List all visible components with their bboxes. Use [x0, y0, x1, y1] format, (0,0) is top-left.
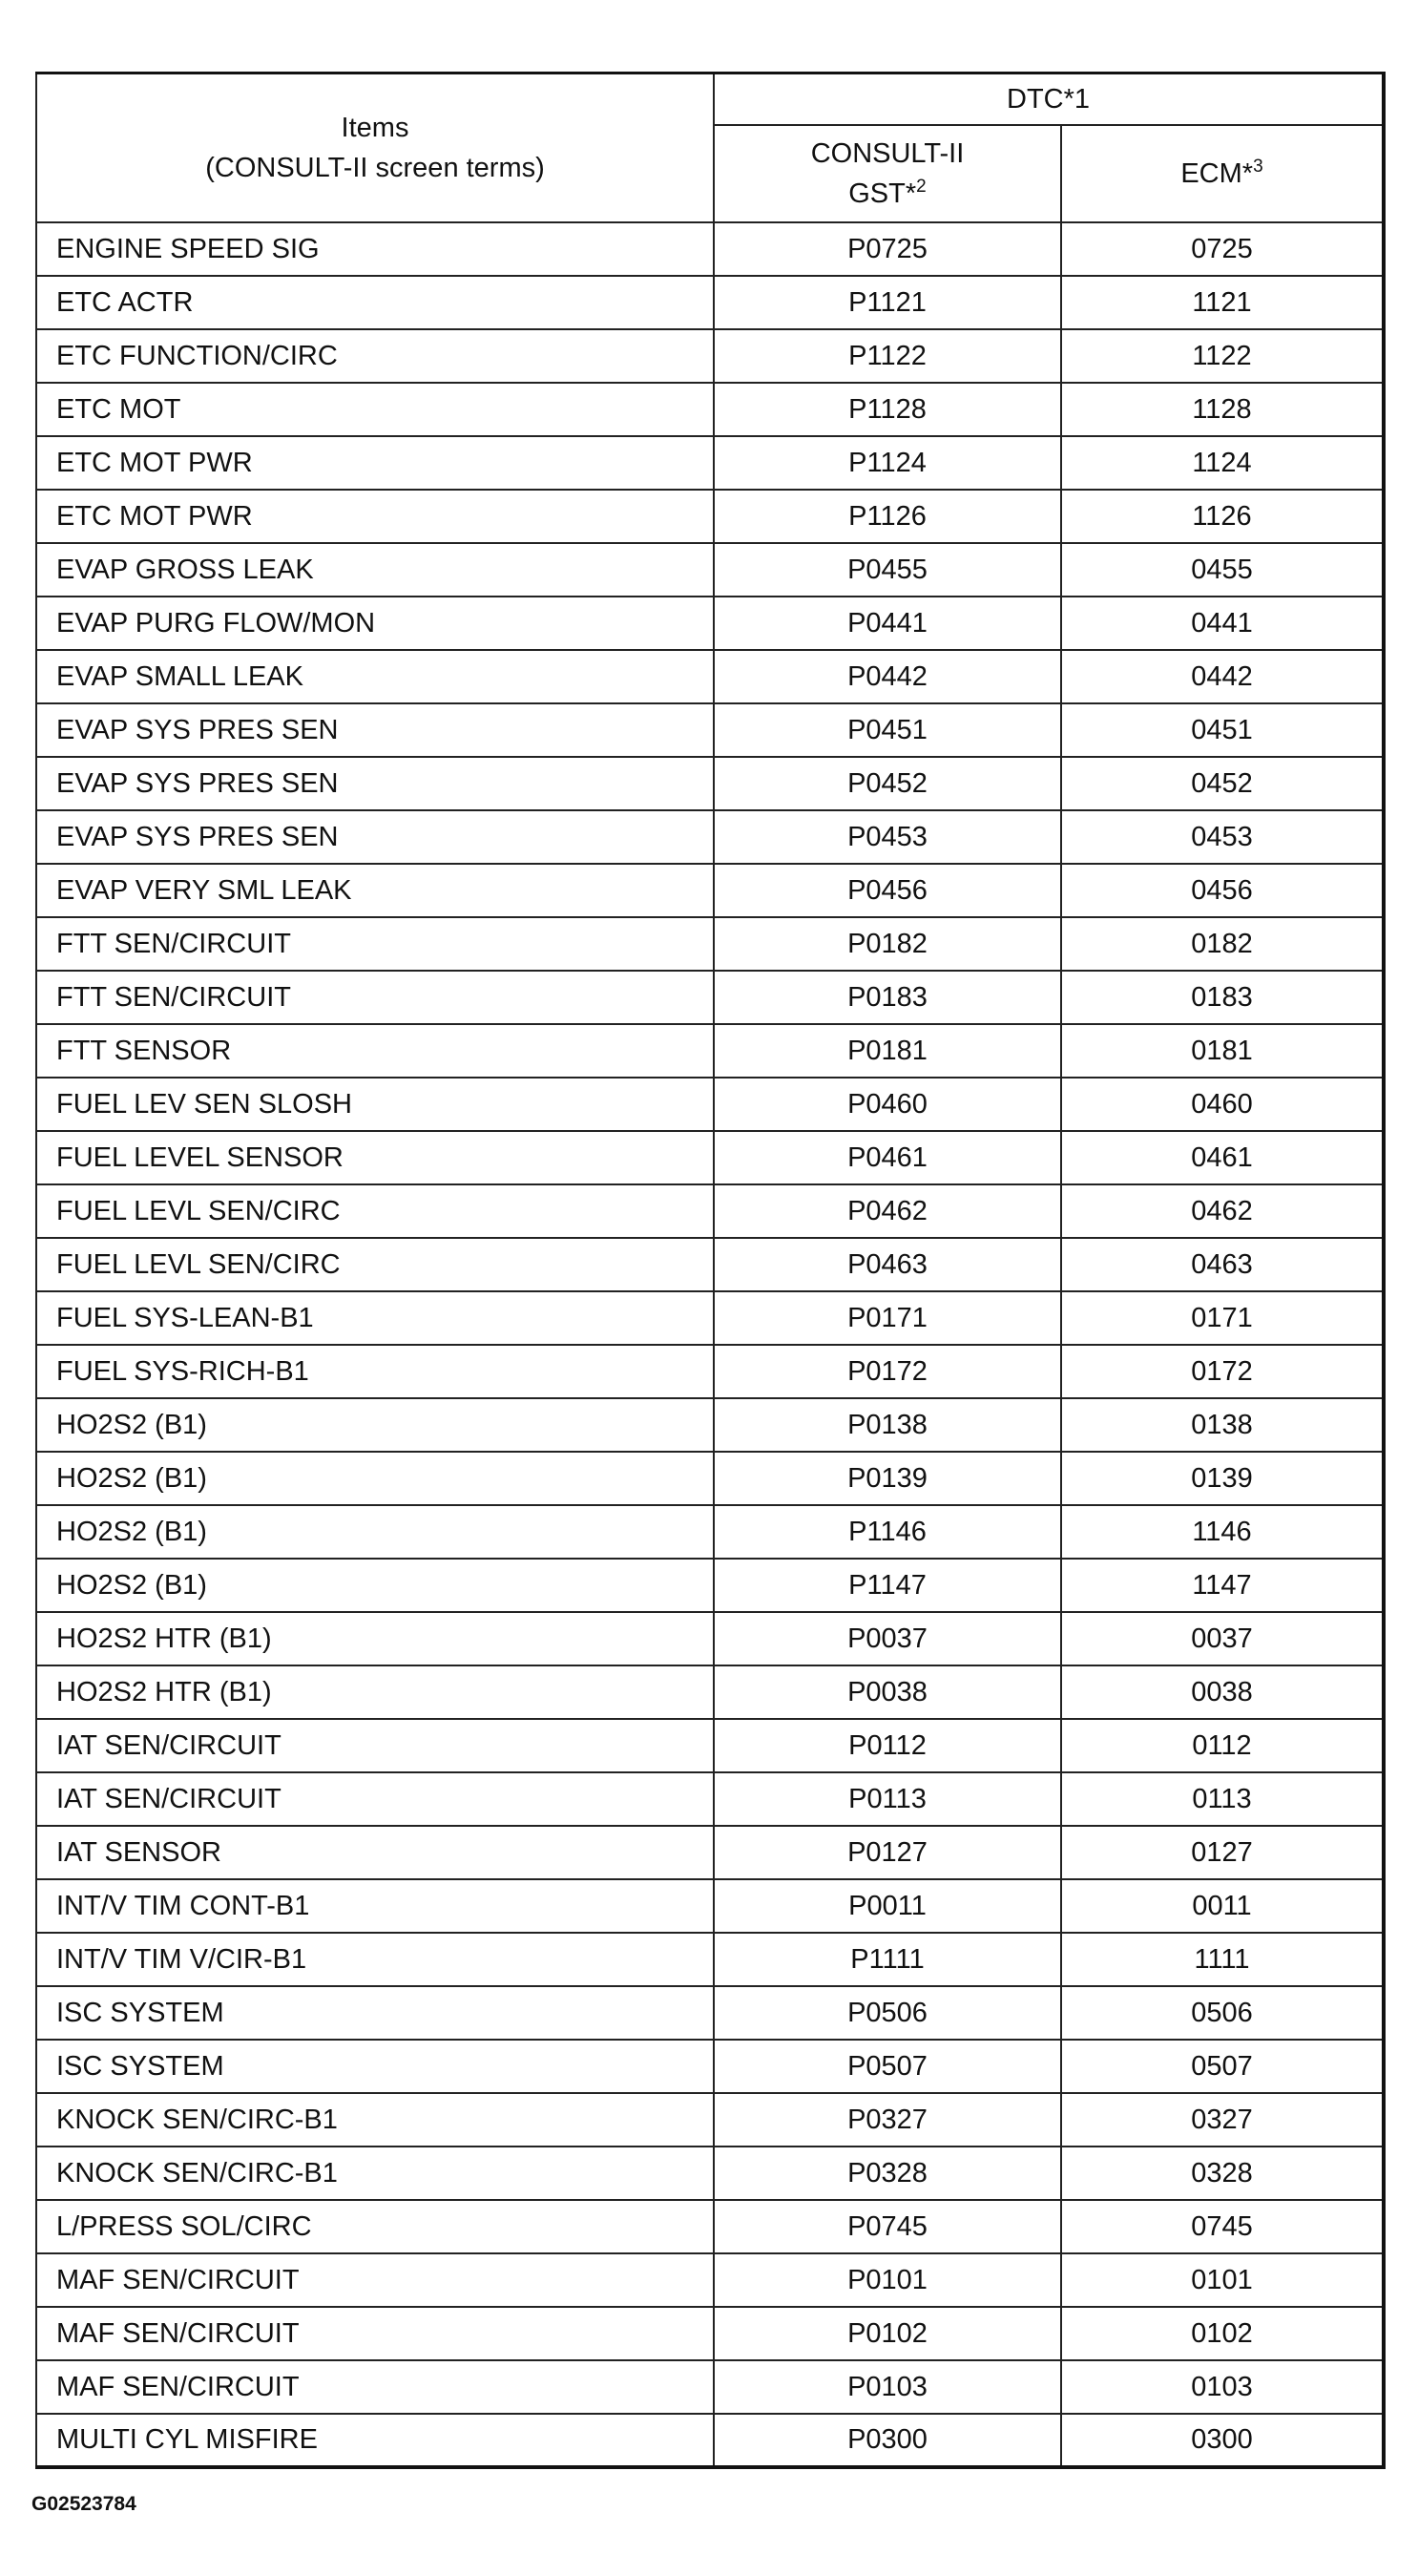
table-row: [36, 1238, 1384, 1291]
consult-gst-cell: P1121: [714, 276, 1061, 329]
item-cell: ETC MOT PWR: [36, 436, 714, 490]
item-cell: EVAP SYS PRES SEN: [36, 703, 714, 757]
ecm-cell: 0182: [1061, 917, 1384, 971]
item-cell: MAF SEN/CIRCUIT: [36, 2253, 714, 2307]
ecm-cell: 0507: [1061, 2040, 1384, 2093]
ecm-cell: 0745: [1061, 2200, 1384, 2253]
table-row: [36, 436, 1384, 490]
table-row: [36, 490, 1384, 543]
table-row: [36, 2414, 1384, 2467]
item-cell: FUEL LEVL SEN/CIRC: [36, 1184, 714, 1238]
ecm-cell: 0127: [1061, 1826, 1384, 1879]
item-cell: IAT SEN/CIRCUIT: [36, 1719, 714, 1772]
consult-gst-cell: P0037: [714, 1612, 1061, 1665]
consult-gst-cell: P0300: [714, 2414, 1061, 2467]
ecm-cell: 0460: [1061, 1078, 1384, 1131]
item-cell: HO2S2 (B1): [36, 1452, 714, 1505]
consult-gst-cell: P0456: [714, 864, 1061, 917]
table-row: [36, 1131, 1384, 1184]
item-cell: ISC SYSTEM: [36, 1986, 714, 2040]
item-cell: INT/V TIM CONT-B1: [36, 1879, 714, 1933]
ecm-cell: 0037: [1061, 1612, 1384, 1665]
item-cell: MULTI CYL MISFIRE: [36, 2414, 714, 2467]
ecm-cell: 0112: [1061, 1719, 1384, 1772]
item-cell: KNOCK SEN/CIRC-B1: [36, 2147, 714, 2200]
ecm-cell: 0441: [1061, 597, 1384, 650]
table-row: [36, 276, 1384, 329]
consult-gst-cell: P0138: [714, 1398, 1061, 1452]
table-row: [36, 383, 1384, 436]
ecm-cell: 1111: [1061, 1933, 1384, 1986]
item-cell: ETC ACTR: [36, 276, 714, 329]
ecm-cell: 0442: [1061, 650, 1384, 703]
table-row: [36, 2253, 1384, 2307]
ecm-cell: 0461: [1061, 1131, 1384, 1184]
items-header: [36, 73, 714, 223]
ecm-cell: 0172: [1061, 1345, 1384, 1398]
table-row: [36, 222, 1384, 276]
table-row: [36, 1078, 1384, 1131]
item-cell: FUEL LEVL SEN/CIRC: [36, 1238, 714, 1291]
item-cell: ETC MOT PWR: [36, 490, 714, 543]
consult-gst-cell: P1146: [714, 1505, 1061, 1559]
table-row: [36, 1612, 1384, 1665]
ecm-cell: 1146: [1061, 1505, 1384, 1559]
item-cell: ISC SYSTEM: [36, 2040, 714, 2093]
ecm-footnote-mark: 3: [1253, 156, 1263, 177]
dtc-header: DTC*1: [714, 73, 1384, 126]
consult-gst-cell: P0171: [714, 1291, 1061, 1345]
item-cell: HO2S2 (B1): [36, 1559, 714, 1612]
consult-gst-cell: P0463: [714, 1238, 1061, 1291]
consult-gst-cell: P0011: [714, 1879, 1061, 1933]
table-row: [36, 543, 1384, 597]
consult-gst-cell: P1122: [714, 329, 1061, 383]
ecm-cell: 0451: [1061, 703, 1384, 757]
ecm-cell: 0103: [1061, 2360, 1384, 2414]
item-cell: HO2S2 (B1): [36, 1398, 714, 1452]
item-cell: MAF SEN/CIRCUIT: [36, 2307, 714, 2360]
item-cell: FUEL SYS-LEAN-B1: [36, 1291, 714, 1345]
ecm-cell: 1128: [1061, 383, 1384, 436]
ecm-cell: 1121: [1061, 276, 1384, 329]
item-cell: KNOCK SEN/CIRC-B1: [36, 2093, 714, 2147]
ecm-cell: 0456: [1061, 864, 1384, 917]
consult-gst-cell: P0101: [714, 2253, 1061, 2307]
item-cell: EVAP PURG FLOW/MON: [36, 597, 714, 650]
ecm-cell: 0506: [1061, 1986, 1384, 2040]
ecm-cell: 0139: [1061, 1452, 1384, 1505]
table-row: [36, 1452, 1384, 1505]
consult-gst-cell: P0181: [714, 1024, 1061, 1078]
consult-gst-cell: P0327: [714, 2093, 1061, 2147]
ecm-cell: 0463: [1061, 1238, 1384, 1291]
consult-gst-cell: P0462: [714, 1184, 1061, 1238]
gst-footnote-mark: 2: [916, 177, 927, 197]
consult-gst-cell: P0745: [714, 2200, 1061, 2253]
table-row: [36, 597, 1384, 650]
ecm-cell: 1122: [1061, 329, 1384, 383]
table-row: [36, 1184, 1384, 1238]
item-cell: EVAP SYS PRES SEN: [36, 810, 714, 864]
consult-gst-cell: P0451: [714, 703, 1061, 757]
consult-gst-cell: P1111: [714, 1933, 1061, 1986]
consult-gst-cell: P0112: [714, 1719, 1061, 1772]
table-row: [36, 2093, 1384, 2147]
item-cell: EVAP SMALL LEAK: [36, 650, 714, 703]
consult-gst-cell: P0441: [714, 597, 1061, 650]
table-row: [36, 2147, 1384, 2200]
consult-gst-cell: P0507: [714, 2040, 1061, 2093]
ecm-cell: 0455: [1061, 543, 1384, 597]
consult-gst-cell: P0183: [714, 971, 1061, 1024]
consult-gst-cell: P0328: [714, 2147, 1061, 2200]
consult-gst-cell: P1124: [714, 436, 1061, 490]
item-cell: ETC MOT: [36, 383, 714, 436]
items-header-sublabel: (CONSULT-II screen terms): [205, 153, 545, 183]
ecm-cell: 0181: [1061, 1024, 1384, 1078]
table-row: [36, 1665, 1384, 1719]
ecm-header: [1061, 125, 1384, 222]
item-cell: HO2S2 HTR (B1): [36, 1665, 714, 1719]
consult-header-label: CONSULT-II: [810, 137, 965, 169]
ecm-cell: 0102: [1061, 2307, 1384, 2360]
consult-gst-cell: P1128: [714, 383, 1061, 436]
ecm-cell: 0101: [1061, 2253, 1384, 2307]
consult-gst-cell: P0102: [714, 2307, 1061, 2360]
consult-gst-header: [714, 125, 1061, 222]
item-cell: ENGINE SPEED SIG: [36, 222, 714, 276]
consult-gst-cell: P0038: [714, 1665, 1061, 1719]
consult-gst-cell: P0455: [714, 543, 1061, 597]
item-cell: FUEL LEVEL SENSOR: [36, 1131, 714, 1184]
table-row: [36, 329, 1384, 383]
table-row: [36, 1024, 1384, 1078]
table-row: [36, 1505, 1384, 1559]
item-cell: HO2S2 HTR (B1): [36, 1612, 714, 1665]
ecm-cell: 0183: [1061, 971, 1384, 1024]
item-cell: EVAP GROSS LEAK: [36, 543, 714, 597]
consult-gst-cell: P0725: [714, 222, 1061, 276]
ecm-cell: 0011: [1061, 1879, 1384, 1933]
ecm-cell: 1124: [1061, 436, 1384, 490]
ecm-cell: 0453: [1061, 810, 1384, 864]
table-row: [36, 1772, 1384, 1826]
consult-gst-cell: P1126: [714, 490, 1061, 543]
ecm-cell: 0038: [1061, 1665, 1384, 1719]
table-row: [36, 703, 1384, 757]
consult-gst-cell: P0127: [714, 1826, 1061, 1879]
table-header: [36, 73, 1384, 223]
consult-gst-cell: P0460: [714, 1078, 1061, 1131]
item-cell: EVAP SYS PRES SEN: [36, 757, 714, 810]
item-cell: IAT SENSOR: [36, 1826, 714, 1879]
ecm-cell: 0327: [1061, 2093, 1384, 2147]
consult-gst-cell: P0452: [714, 757, 1061, 810]
ecm-cell: 0452: [1061, 757, 1384, 810]
ecm-cell: 0300: [1061, 2414, 1384, 2467]
table-row: [36, 917, 1384, 971]
table-row: [36, 757, 1384, 810]
table-row: [36, 810, 1384, 864]
consult-gst-cell: P0103: [714, 2360, 1061, 2414]
table-row: [36, 1345, 1384, 1398]
table-row: [36, 1879, 1384, 1933]
item-cell: IAT SEN/CIRCUIT: [36, 1772, 714, 1826]
table-row: [36, 1719, 1384, 1772]
consult-gst-cell: P0182: [714, 917, 1061, 971]
table-row: [36, 2200, 1384, 2253]
item-cell: FUEL LEV SEN SLOSH: [36, 1078, 714, 1131]
table-row: [36, 1986, 1384, 2040]
consult-gst-cell: P1147: [714, 1559, 1061, 1612]
consult-gst-cell: P0113: [714, 1772, 1061, 1826]
item-cell: FTT SEN/CIRCUIT: [36, 971, 714, 1024]
item-cell: FTT SENSOR: [36, 1024, 714, 1078]
item-cell: EVAP VERY SML LEAK: [36, 864, 714, 917]
ecm-cell: 0113: [1061, 1772, 1384, 1826]
ecm-header-label: ECM*: [1180, 157, 1254, 189]
table-row: [36, 864, 1384, 917]
table-row: [36, 1933, 1384, 1986]
consult-gst-cell: P0453: [714, 810, 1061, 864]
item-cell: HO2S2 (B1): [36, 1505, 714, 1559]
table-row: [36, 2040, 1384, 2093]
consult-gst-cell: P0461: [714, 1131, 1061, 1184]
ecm-cell: 0171: [1061, 1291, 1384, 1345]
consult-gst-cell: P0442: [714, 650, 1061, 703]
table-row: [36, 2360, 1384, 2414]
ecm-cell: 0328: [1061, 2147, 1384, 2200]
table-row: [36, 971, 1384, 1024]
item-cell: MAF SEN/CIRCUIT: [36, 2360, 714, 2414]
table-row: [36, 1398, 1384, 1452]
consult-gst-cell: P0172: [714, 1345, 1061, 1398]
table-row: [36, 1291, 1384, 1345]
gst-header-label: GST*: [848, 178, 917, 209]
item-cell: FTT SEN/CIRCUIT: [36, 917, 714, 971]
table-row: [36, 650, 1384, 703]
table-row: [36, 1559, 1384, 1612]
items-header-label: Items: [341, 112, 409, 143]
item-cell: L/PRESS SOL/CIRC: [36, 2200, 714, 2253]
consult-gst-cell: P0506: [714, 1986, 1061, 2040]
table-body: [36, 222, 1384, 2467]
table-row: [36, 2307, 1384, 2360]
consult-gst-cell: P0139: [714, 1452, 1061, 1505]
ecm-cell: 0725: [1061, 222, 1384, 276]
ecm-cell: 1126: [1061, 490, 1384, 543]
table-row: [36, 1826, 1384, 1879]
figure-id: G02523784: [31, 2493, 136, 2515]
item-cell: FUEL SYS-RICH-B1: [36, 1345, 714, 1398]
ecm-cell: 0462: [1061, 1184, 1384, 1238]
dtc-table: [35, 72, 1386, 2469]
ecm-cell: 0138: [1061, 1398, 1384, 1452]
item-cell: INT/V TIM V/CIR-B1: [36, 1933, 714, 1986]
item-cell: ETC FUNCTION/CIRC: [36, 329, 714, 383]
ecm-cell: 1147: [1061, 1559, 1384, 1612]
